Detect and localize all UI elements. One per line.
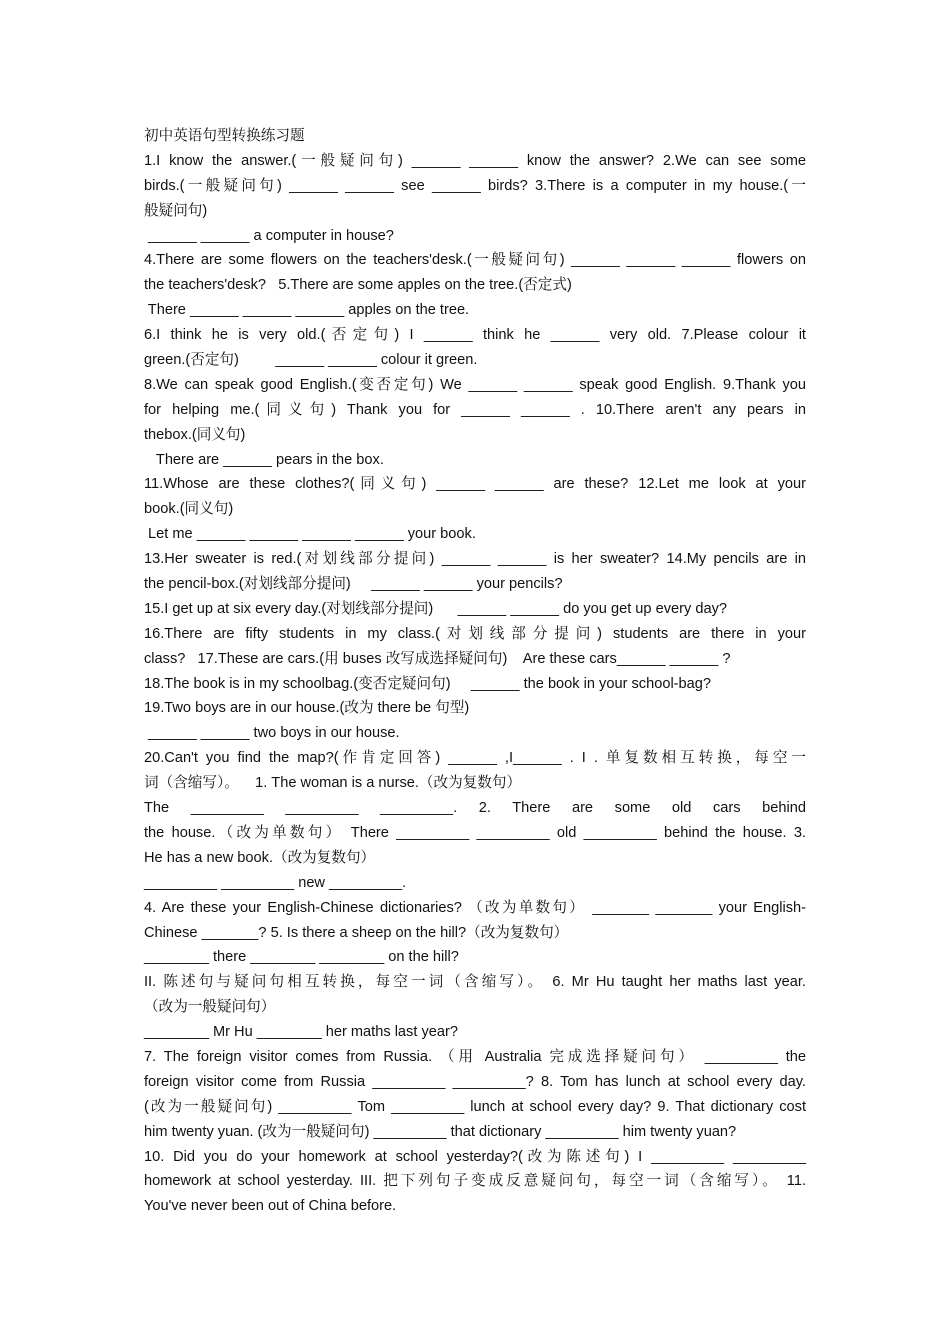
text-line: You've never been out of China before.: [144, 1198, 397, 1215]
text-line: There ______ ______ ______ apples on the tree.: [144, 302, 470, 319]
text-line: class? 17.These are cars.(用 buses 改写成选择疑问句) Are these cars______ ______ ?: [144, 650, 731, 667]
text-line: birds.(一般疑问句) ______ ______ see ______ birds? 3.There is a computer in my house.(一: [144, 177, 806, 194]
text-line: ________ there ________ ________ on the hill?: [144, 949, 459, 966]
text-line: the house.（改为单数句） There _________ _________ old _________ behind the house. 3.: [144, 824, 806, 841]
text-line: The _________ _________ _________. 2. There are some old cars behind: [144, 800, 806, 817]
text-line: 11.Whose are these clothes?(同义句) ______ ______ are these? 12.Let me look at your: [144, 476, 806, 493]
text-line: Chinese _______? 5. Is there a sheep on the hill?（改为复数句）: [144, 924, 569, 941]
text-line: green.(否定句) ______ ______ colour it green.: [144, 352, 478, 369]
text-line: II. 陈述句与疑问句相互转换，每空一词（含缩写）。 6. Mr Hu taught her maths last year.: [144, 974, 806, 991]
text-line: 1.I know the answer.(一般疑问句) ______ ______ know the answer? 2.We can see some: [144, 152, 806, 169]
text-line: thebox.(同义句): [144, 426, 246, 443]
text-line: 般疑问句): [144, 202, 208, 219]
exercise-text: [144, 124, 806, 1219]
text-line: _________ _________ new _________.: [144, 874, 407, 891]
document-title: 初中英语句型转换练习题: [144, 127, 305, 144]
text-line: for helping me.(同义句) Thank you for ______ ______ . 10.There aren't any pears in: [144, 401, 806, 418]
text-line: （改为一般疑问句）: [144, 999, 276, 1016]
text-line: the pencil-box.(对划线部分提问) ______ ______ your pencils?: [144, 576, 563, 593]
text-line: (改为一般疑问句) _________ Tom _________ lunch at school every day? 9. That dictionary cost: [144, 1098, 806, 1115]
text-line: 15.I get up at six every day.(对划线部分提问) ______ ______ do you get up every day?: [144, 600, 727, 617]
text-line: 19.Two boys are in our house.(改为 there be 句型): [144, 700, 470, 717]
text-line: 6.I think he is very old.(否定句) I ______ think he ______ very old. 7.Please colour it: [144, 327, 806, 344]
text-line: He has a new book.（改为复数句）: [144, 849, 376, 866]
text-line: 20.Can't you find the map?(作肯定回答) ______ ,I______ . I . 单复数相互转换，每空一: [144, 750, 806, 767]
text-line: 7. The foreign visitor comes from Russia. （用 Australia 完成选择疑问句） _________ the: [144, 1048, 806, 1065]
text-line: 8.We can speak good English.(变否定句) We ______ ______ speak good English. 9.Thank you: [144, 376, 806, 393]
text-line: 词（含缩写）。 1. The woman is a nurse.（改为复数句）: [144, 775, 522, 792]
text-line: him twenty yuan. (改为一般疑问句) _________ that dictionary _________ him twenty yuan?: [144, 1123, 737, 1140]
text-line: 13.Her sweater is red.(对划线部分提问) ______ ______ is her sweater? 14.My pencils are in: [144, 551, 806, 568]
text-line: book.(同义句): [144, 501, 234, 518]
text-line: ________ Mr Hu ________ her maths last year?: [144, 1024, 458, 1041]
text-line: 4. Are these your English-Chinese dictionaries? （改为单数句） _______ _______ your English-: [144, 899, 806, 916]
text-line: foreign visitor come from Russia _________ _________? 8. Tom has lunch at school every day.: [144, 1073, 806, 1090]
text-line: ______ ______ a computer in house?: [144, 227, 394, 244]
text-line: the teachers'desk? 5.There are some apples on the tree.(否定式): [144, 277, 572, 294]
text-line: ______ ______ two boys in our house.: [144, 725, 400, 742]
text-line: 18.The book is in my schoolbag.(变否定疑问句) ______ the book in your school-bag?: [144, 675, 712, 692]
text-line: Let me ______ ______ ______ ______ your book.: [144, 526, 476, 543]
text-line: homework at school yesterday. III. 把下列句子变成反意疑问句，每空一词（含缩写）。 11.: [144, 1173, 806, 1190]
text-line: There are ______ pears in the box.: [144, 451, 384, 468]
text-line: 16.There are fifty students in my class.(对划线部分提问) students are there in your: [144, 625, 806, 642]
text-line: 4.There are some flowers on the teachers'desk.(一般疑问句) ______ ______ ______ flowers on: [144, 252, 806, 269]
text-line: 10. Did you do your homework at school yesterday?(改为陈述句) I _________ _________: [144, 1148, 806, 1165]
